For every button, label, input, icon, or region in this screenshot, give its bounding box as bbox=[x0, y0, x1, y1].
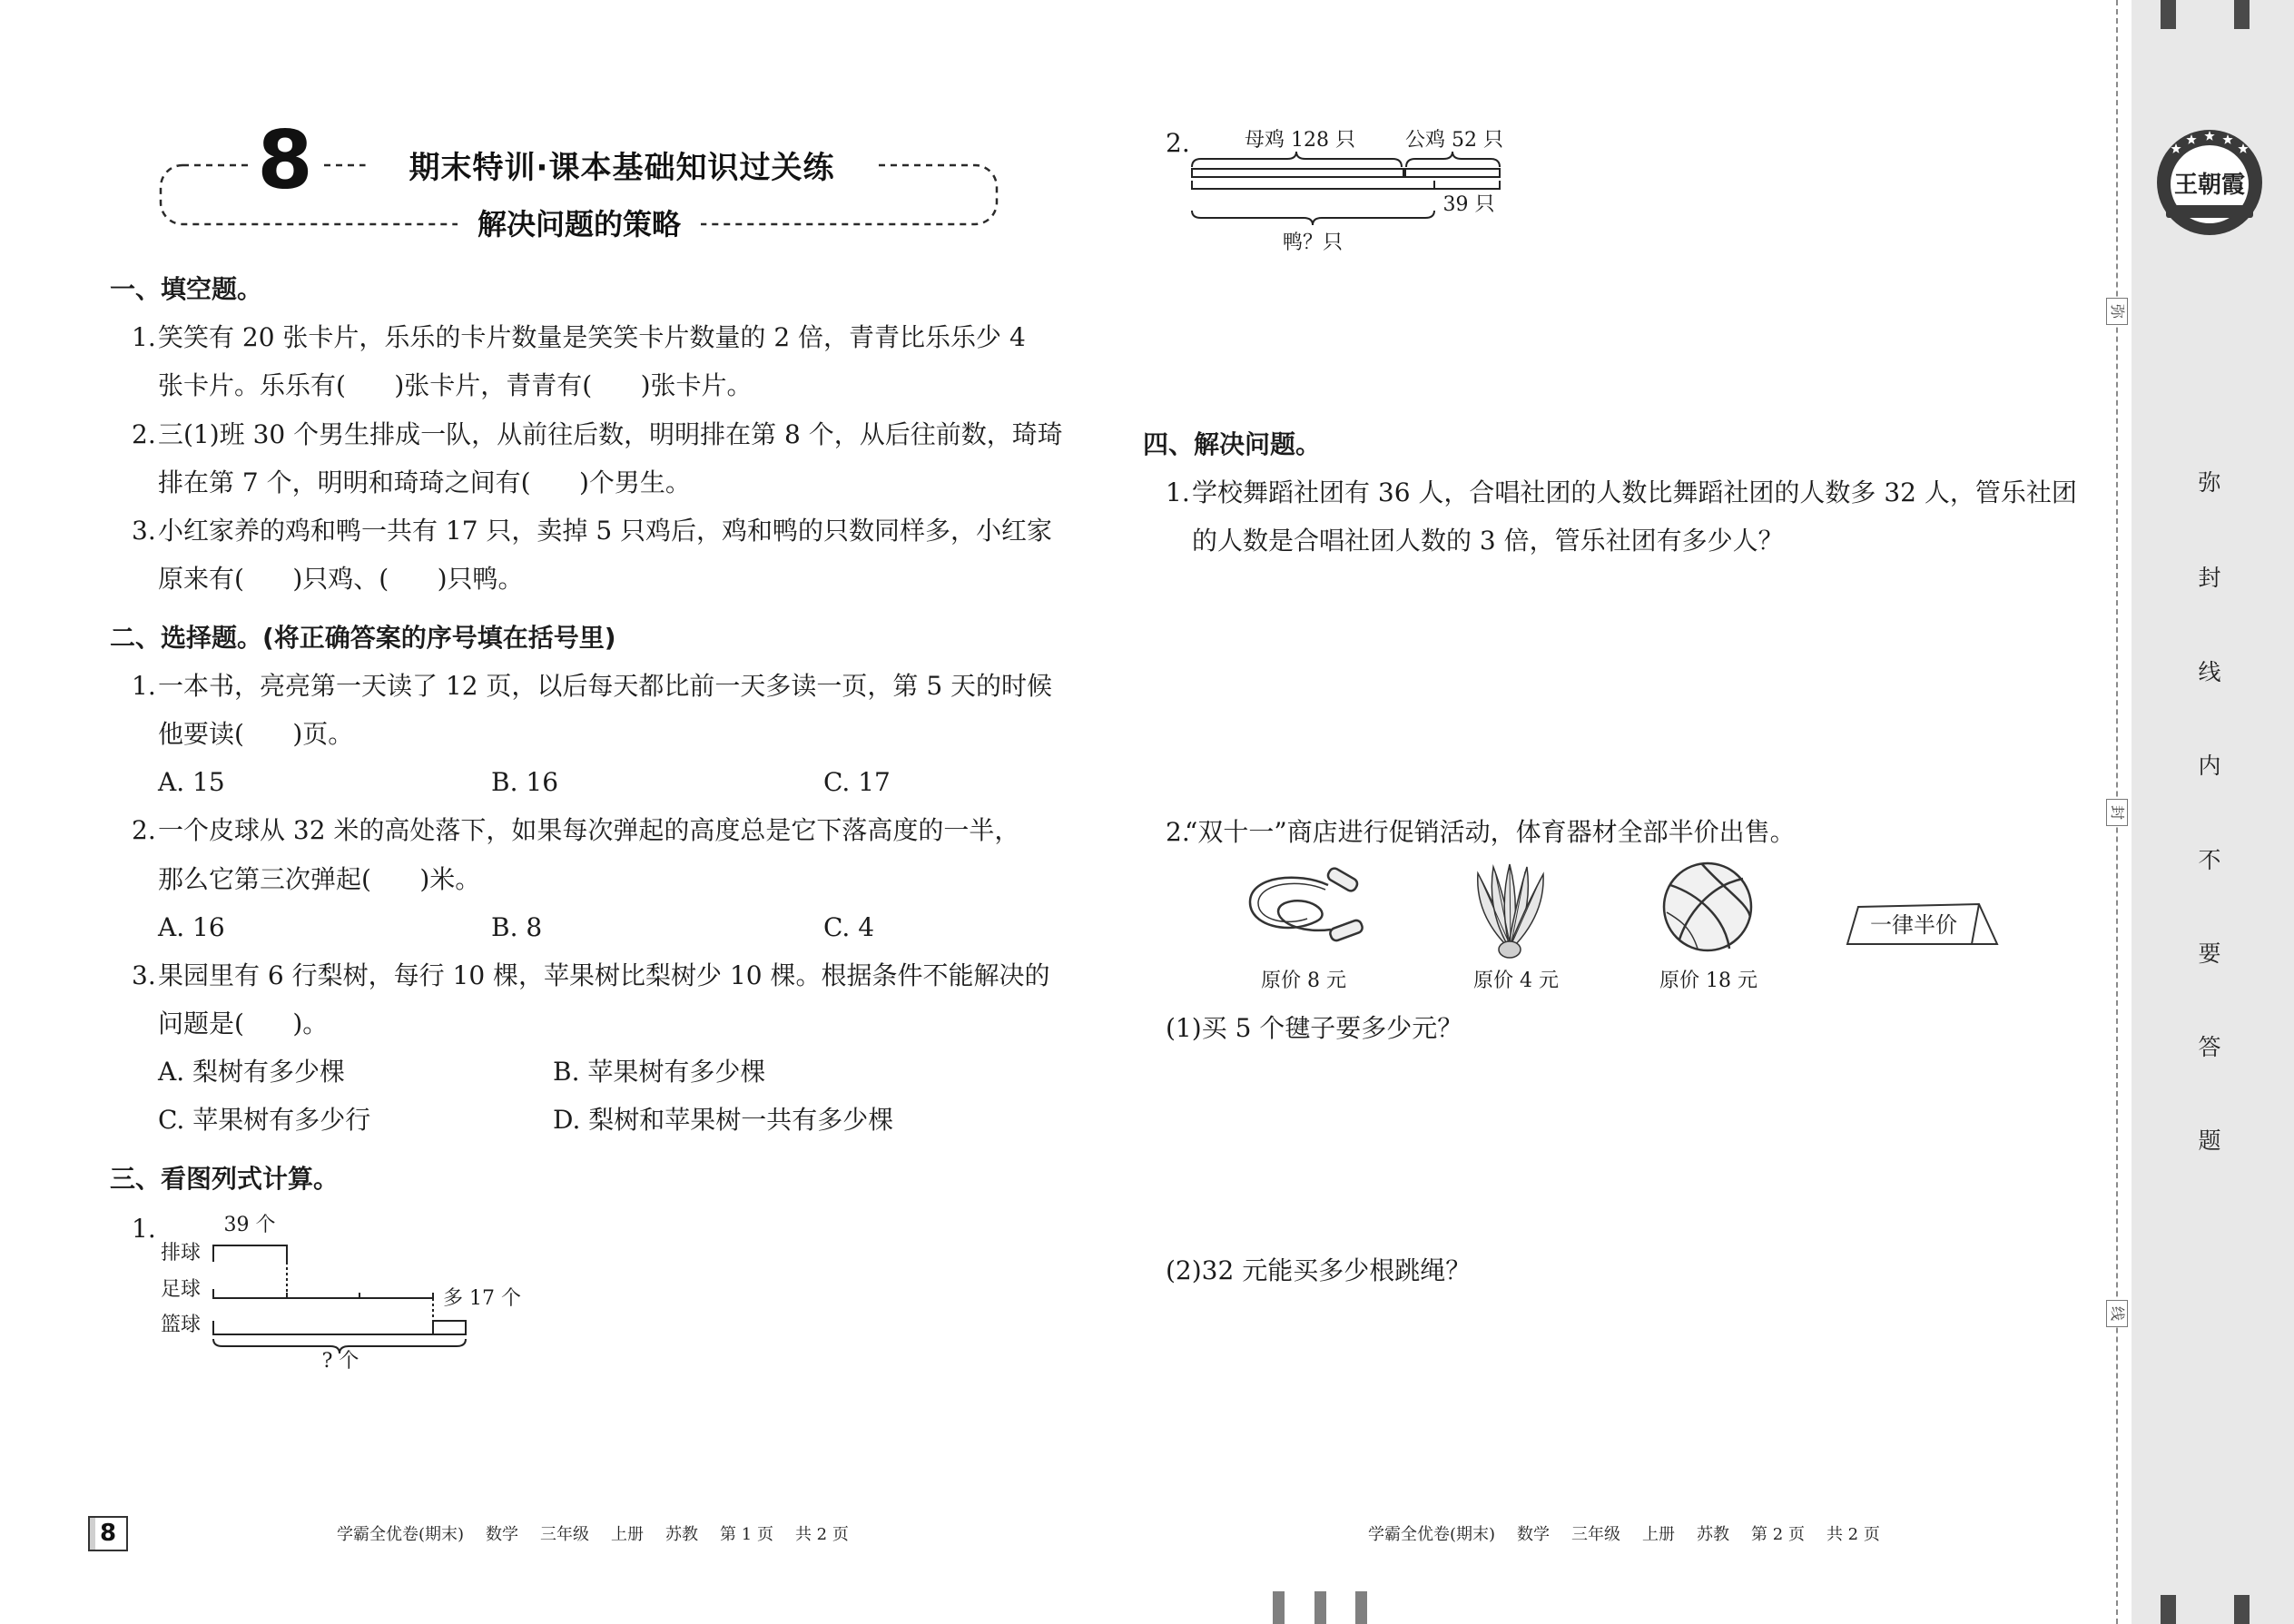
rooster-brace bbox=[1406, 152, 1500, 167]
duck-brace bbox=[1192, 211, 1434, 225]
diagram-label: 39 只 bbox=[1442, 193, 1495, 216]
price-label: 原价 8 元 bbox=[1261, 969, 1346, 992]
notice-char: 题 bbox=[2198, 1127, 2221, 1154]
diagram-row-label: 篮球 bbox=[161, 1314, 202, 1336]
half-price-tag-text: 一律半价 bbox=[1870, 912, 1957, 938]
notice-char: 内 bbox=[2198, 753, 2221, 779]
logo-text: 王朝霞 bbox=[2173, 172, 2246, 199]
football-bar bbox=[213, 1289, 433, 1298]
question-text: 果园里有 6 行梨树，每行 10 棵，苹果树比梨树少 10 棵。根据条件不能解决的 bbox=[158, 960, 1050, 990]
notice-char: 答 bbox=[2198, 1034, 2221, 1060]
question-text: 的人数是合唱社团人数的 3 倍，管乐社团有多少人？ bbox=[1192, 526, 1784, 556]
choice-option: B. 16 bbox=[491, 767, 559, 797]
volleyball-icon bbox=[1664, 863, 1751, 950]
question-text: 三(1)班 30 个男生排成一队，从前往后数，明明排在第 8 个，从后往前数，琦琦 bbox=[158, 419, 1063, 449]
shuttlecock-icon bbox=[1478, 864, 1543, 958]
question-text: 排在第 7 个，明明和琦琦之间有( )个男生。 bbox=[158, 468, 691, 497]
section-heading: 三、看图列式计算。 bbox=[110, 1164, 340, 1194]
question-text: 一本书，亮亮第一天读了 12 页，以后每天都比前一天多读一页，第 5 天的时候 bbox=[158, 671, 1053, 701]
notice-char: 封 bbox=[2198, 565, 2221, 591]
section-heading: 二、选择题。(将正确答案的序号填在括号里) bbox=[110, 623, 616, 653]
question-number: 3. bbox=[132, 960, 156, 990]
price-label: 原价 18 元 bbox=[1659, 969, 1757, 992]
binding-mark-char: 线 bbox=[2108, 1305, 2126, 1322]
footer-part: 共 2 页 bbox=[1826, 1525, 1880, 1544]
volleyball-bar bbox=[213, 1245, 287, 1262]
question-text: 他要读( )页。 bbox=[158, 719, 354, 749]
question-text: 张卡片。乐乐有( )张卡片，青青有( )张卡片。 bbox=[158, 370, 753, 400]
ball-diagram bbox=[213, 1245, 466, 1353]
notice-char: 弥 bbox=[2198, 469, 2221, 496]
footer-part: 数学 bbox=[1517, 1525, 1551, 1544]
footer-part: 苏教 bbox=[665, 1525, 699, 1544]
footer-part: 三年级 bbox=[1571, 1525, 1621, 1544]
footer-part: 数学 bbox=[486, 1525, 519, 1544]
question-text: 小红家养的鸡和鸭一共有 17 只，卖掉 5 只鸡后，鸡和鸭的只数同样多，小红家 bbox=[158, 516, 1053, 546]
diagram-label: 多 17 个 bbox=[443, 1287, 521, 1310]
brand-logo bbox=[2157, 130, 2262, 235]
choice-option: C. 17 bbox=[823, 767, 891, 797]
page-title: 期末特训·课本基础知识过关练 bbox=[366, 150, 879, 186]
section-heading: 四、解决问题。 bbox=[1143, 429, 1322, 459]
choice-option: C. 苹果树有多少行 bbox=[158, 1105, 371, 1135]
section-heading: 一、填空题。 bbox=[110, 274, 263, 304]
hen-bar bbox=[1192, 169, 1403, 177]
notice-char: 线 bbox=[2198, 659, 2221, 685]
page-subtitle: 解决问题的策略 bbox=[458, 207, 701, 241]
question-number: 1. bbox=[1166, 477, 1190, 507]
footer-left bbox=[337, 1524, 849, 1546]
choice-option: A. 15 bbox=[158, 767, 225, 797]
footer-part: 第 2 页 bbox=[1751, 1525, 1805, 1544]
question-number: 1. bbox=[132, 322, 156, 352]
footer-part: 苏教 bbox=[1697, 1525, 1730, 1544]
question-text: 那么它第三次弹起( )米。 bbox=[158, 864, 481, 894]
price-label: 原价 4 元 bbox=[1473, 969, 1559, 992]
question-number: 2. bbox=[1166, 817, 1190, 847]
choice-option: C. 4 bbox=[823, 912, 875, 942]
binding-mark bbox=[2106, 799, 2128, 826]
binding-mark-char: 弥 bbox=[2108, 303, 2126, 320]
binding-mark bbox=[2106, 298, 2128, 325]
footer-part: 第 1 页 bbox=[720, 1525, 773, 1544]
unit-number: 8 bbox=[250, 121, 320, 201]
difference-bracket bbox=[1434, 181, 1500, 189]
diagram-label: ? 个 bbox=[321, 1350, 359, 1373]
question-number: 2. bbox=[1166, 128, 1190, 158]
choice-option: D. 梨树和苹果树一共有多少棵 bbox=[553, 1105, 894, 1135]
footer-part: 共 2 页 bbox=[794, 1525, 849, 1544]
diagram-row-label: 足球 bbox=[161, 1278, 202, 1301]
choice-option: A. 梨树有多少棵 bbox=[158, 1057, 346, 1087]
duck-bar bbox=[1192, 181, 1434, 189]
footer-part: 学霸全优卷(期末) bbox=[1368, 1525, 1496, 1544]
question-number: 2. bbox=[132, 419, 156, 449]
choice-option: B. 苹果树有多少棵 bbox=[553, 1057, 766, 1087]
diagram-label: 39 个 bbox=[223, 1214, 276, 1236]
diagram-row-label: 排球 bbox=[161, 1242, 202, 1265]
question-text: 原来有( )只鸡、( )只鸭。 bbox=[158, 564, 524, 594]
footer-part: 上册 bbox=[1642, 1525, 1676, 1544]
basketball-bar bbox=[213, 1321, 466, 1334]
question-text: 一个皮球从 32 米的高处落下，如果每次弹起的高度总是它下落高度的一半， bbox=[158, 815, 1020, 845]
binding-mark bbox=[2106, 1300, 2128, 1327]
footer-right bbox=[1368, 1524, 1880, 1546]
footer-part: 三年级 bbox=[540, 1525, 590, 1544]
question-number: 1. bbox=[132, 1214, 156, 1244]
diagram-label: 鸭？只 bbox=[1282, 231, 1344, 254]
question-text: 学校舞蹈社团有 36 人，合唱社团的人数比舞蹈社团的人数多 32 人，管乐社团 bbox=[1192, 477, 2077, 507]
footer-part: 上册 bbox=[611, 1525, 645, 1544]
choice-option: A. 16 bbox=[158, 912, 225, 942]
question-number: 1. bbox=[132, 671, 156, 701]
jump-rope-icon bbox=[1250, 866, 1364, 941]
question-number: 3. bbox=[132, 516, 156, 546]
question-text: “双十一”商店进行促销活动，体育器材全部半价出售。 bbox=[1185, 817, 1796, 847]
diagram-label: 母鸡 128 只 bbox=[1245, 129, 1355, 152]
hen-brace bbox=[1192, 152, 1402, 167]
sub-question: (1)买 5 个毽子要多少元？ bbox=[1166, 1013, 1463, 1043]
choice-option: B. 8 bbox=[491, 912, 543, 942]
footer-part: 学霸全优卷(期末) bbox=[337, 1525, 465, 1544]
notice-char: 要 bbox=[2198, 940, 2221, 967]
binding-mark-char: 封 bbox=[2108, 804, 2126, 821]
notice-char: 不 bbox=[2198, 847, 2221, 873]
page-number-box: 8 bbox=[88, 1516, 128, 1551]
question-number: 2. bbox=[132, 815, 156, 845]
sub-question: (2)32 元能买多少根跳绳？ bbox=[1166, 1255, 1472, 1285]
rooster-bar bbox=[1405, 169, 1500, 177]
diagram-label: 公鸡 52 只 bbox=[1405, 129, 1503, 152]
question-text: 问题是( )。 bbox=[158, 1009, 329, 1038]
question-text: 笑笑有 20 张卡片，乐乐的卡片数量是笑笑卡片数量的 2 倍，青青比乐乐少 4 bbox=[158, 322, 1026, 352]
